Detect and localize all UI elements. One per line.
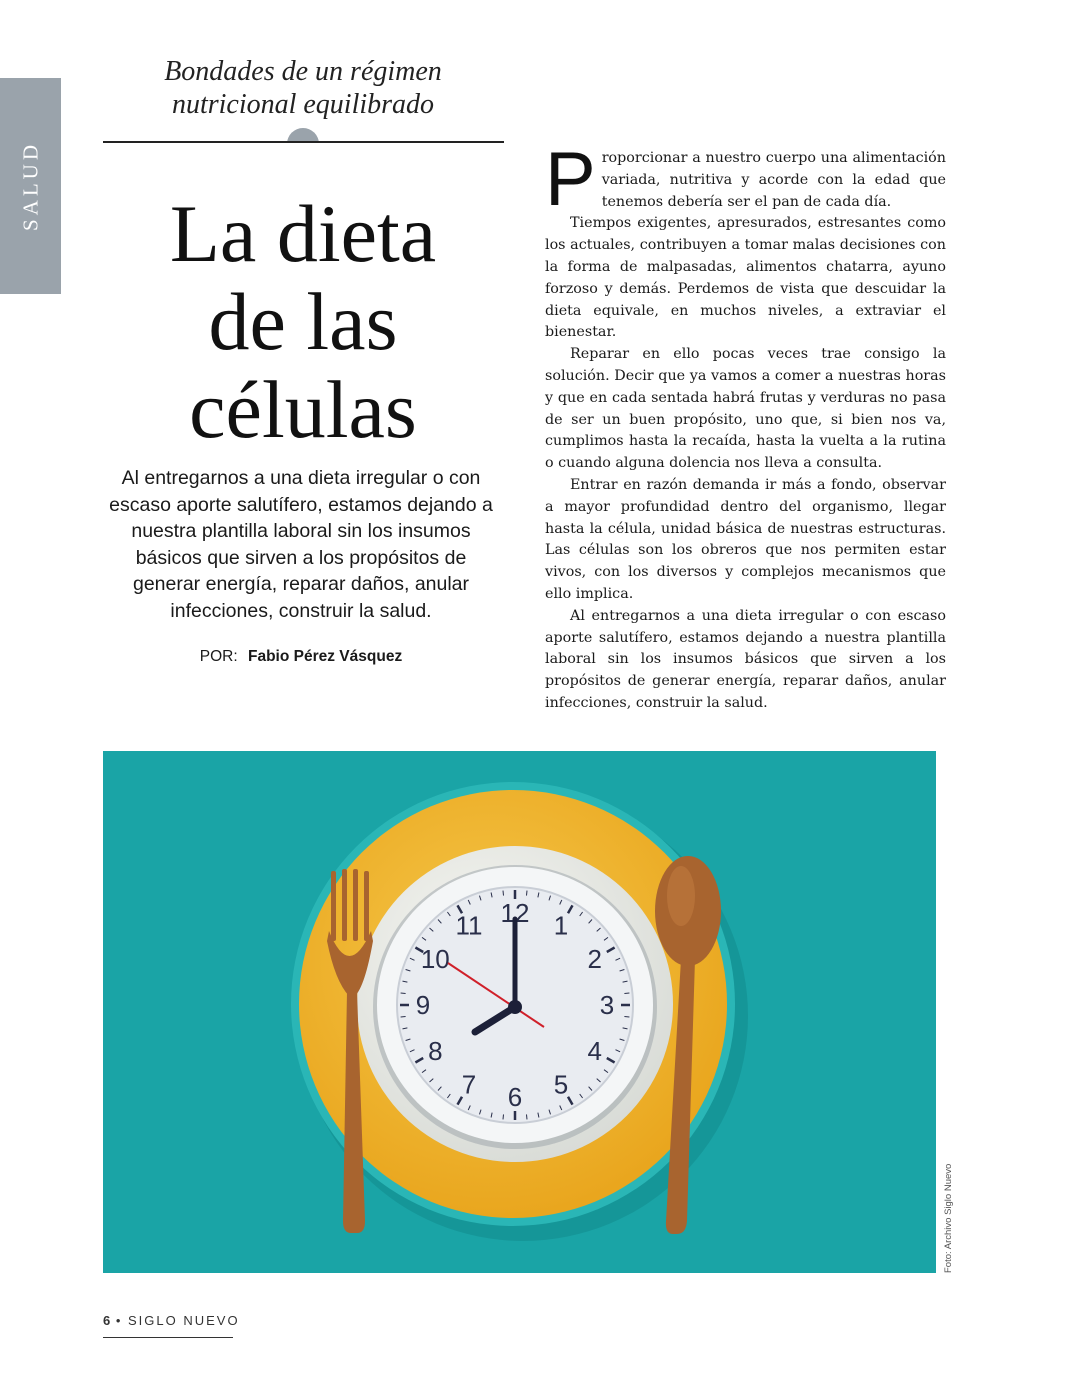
byline-author: Fabio Pérez Vásquez [248, 648, 403, 665]
folio-rule [103, 1337, 233, 1338]
kicker-rule [103, 141, 504, 143]
clock-tick [624, 1017, 629, 1018]
photo-credit: Foto: Archivo Siglo Nuevo [943, 1163, 954, 1273]
clock-tick [503, 891, 504, 896]
body-paragraph-1-text: roporcionar a nuestro cuerpo una alimentación variada, nutritiva y acorde con la edad que tenemos debería ser el pan de cada día. [601, 150, 946, 210]
headline-line-2: de las [208, 276, 398, 367]
kicker-ornament [287, 128, 319, 142]
kicker-line-2: nutricional equilibrado [171, 89, 435, 120]
clock-tick [624, 993, 629, 994]
clock-number-9: 9 [415, 990, 431, 1020]
byline [105, 648, 497, 666]
headline-line-1: La dieta [169, 188, 437, 279]
body-paragraph-2: Tiempos exigentes, apresurados, estresantes como los actuales, contribuyen a tomar malas decisiones con la forma de malpasadas, alimentos chatarra, ayuno forzoso y demás. Perdemos de vista que descuidar la dieta equivale, en muchos niveles, a extraviar el bienestar. [545, 215, 946, 341]
clock-number-4: 4 [587, 1036, 602, 1066]
section-tab [0, 78, 61, 294]
section-label: SALUD [18, 140, 42, 232]
spoon-highlight [667, 866, 695, 926]
clock-tick [401, 1017, 406, 1018]
clock-number-5: 5 [553, 1069, 569, 1100]
body-paragraph [545, 137, 946, 222]
clock-number-2: 2 [587, 944, 602, 974]
clock-number-3: 3 [599, 990, 615, 1020]
publication-name: SIGLO NUEVO [128, 1313, 240, 1328]
byline-prefix: POR: [199, 648, 238, 665]
deck: Al entregarnos a una dieta irregular o con escaso aporte salutífero, estamos dejando a nuestra plantilla laboral sin los insumos básicos que sirven a los propósitos de generar energía, reparar daños, anular infecciones, construir la salud. [109, 467, 493, 622]
clock-tick [527, 891, 528, 896]
folio: 6 • SIGLO NUEVO [103, 1313, 240, 1328]
clock-number-8: 8 [428, 1036, 443, 1066]
clock-number-12: 12 [500, 898, 530, 928]
body-paragraph-4: Entrar en razón demanda ir más a fondo, observar a mayor profundidad dentro del organismo, llegar hasta la célula, unidad básica de nuestras estructuras. Las células son los obreros que nos permiten estar vivos, con los diversos y complejos mecanismos que ello implica. [545, 476, 946, 602]
clock-number-6: 6 [507, 1082, 523, 1112]
clock-number-1: 1 [553, 910, 569, 941]
plate-clock-illustration [103, 751, 936, 1273]
kicker-line-1: Bondades de un régimen [164, 56, 442, 87]
clock-number-11: 11 [455, 910, 483, 941]
article-photo [103, 751, 936, 1273]
clock-tick [503, 1114, 504, 1119]
body-paragraph-3: Reparar en ello pocas veces trae consigo la solución. Decir que ya vamos a comer a nuestras horas y que en cada sentada habrá frutas y verduras no pasa de ser un buen propósito, uno que, si bien nos va, cumplimos hasta la recaída, hasta la vuelta a la rutina o cuando alguna dolencia nos lleva a consulta. [545, 346, 946, 472]
kicker [103, 55, 503, 121]
headline [103, 190, 503, 454]
drop-cap: P [545, 137, 596, 222]
clock-center [508, 1000, 522, 1014]
headline-line-3: células [189, 364, 417, 455]
body-paragraph-5: Al entregarnos a una dieta irregular o con escaso aporte salutífero, estamos dejando a nuestra plantilla laboral sin los insumos básicos que sirven a los propósitos de generar energía, reparar daños, anular infecciones, construir la salud. [545, 607, 946, 711]
clock-number-10: 10 [420, 944, 450, 974]
page-number: 6 [103, 1313, 111, 1328]
clock-number-7: 7 [461, 1069, 477, 1100]
article-body [545, 137, 946, 715]
clock-tick [527, 1114, 528, 1119]
clock-tick [401, 993, 406, 994]
